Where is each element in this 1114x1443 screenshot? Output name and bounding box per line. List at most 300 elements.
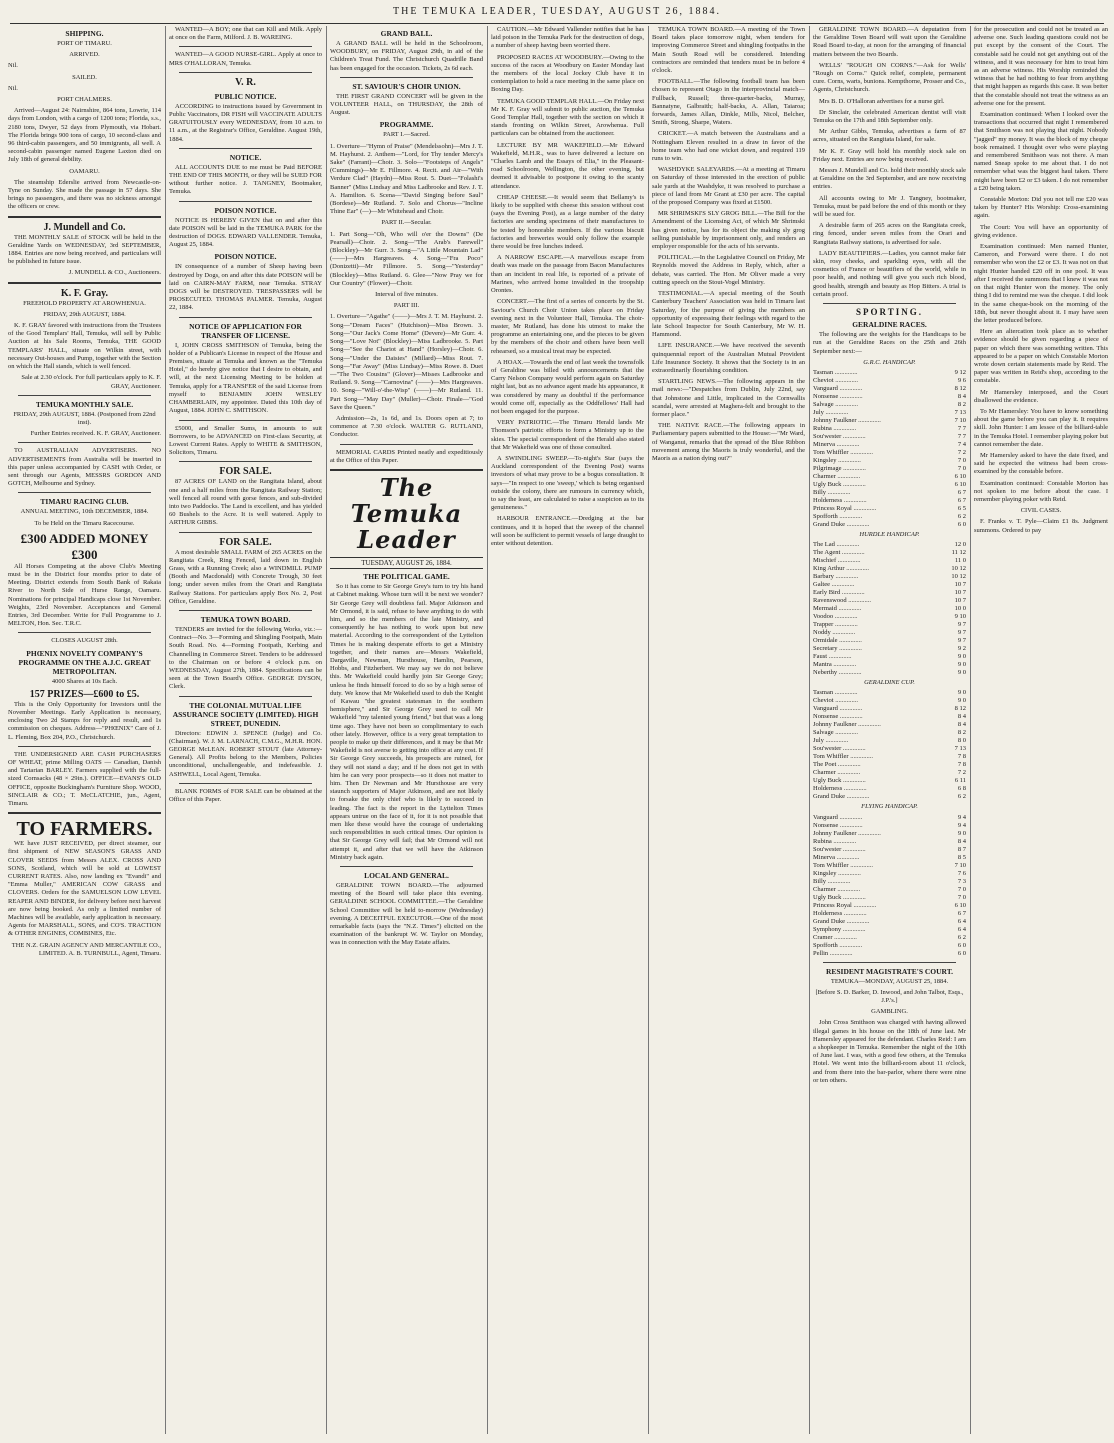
horse-weight: 6 0 xyxy=(957,949,966,957)
race-entry-row xyxy=(813,669,966,677)
horse-name: Ugly Buck .............. xyxy=(813,480,866,488)
race-entry-row xyxy=(813,385,966,393)
horse-weight: 8 2 xyxy=(957,400,966,408)
horse-weight: 6 0 xyxy=(957,520,966,528)
column-5 xyxy=(652,26,805,1434)
horse-weight: 8 12 xyxy=(954,384,966,392)
racing-meeting: ANNUAL MEETING, 10th DECEMBER, 1884. xyxy=(20,508,149,516)
poison-notice-1-text: NOTICE IS HEREBY GIVEN that on and after this date POISON will be laid in the TEMUKA PARK for the destruction of DOGS. EDWARD VALLENDER. Temuka, August 25, 1884. xyxy=(169,216,322,249)
horse-name: Ormidale .............. xyxy=(813,637,862,645)
paper-title: The Temuka Leader xyxy=(350,472,463,554)
ohalloran-item: Mrs B. D. O'Halloran advertises for a nurse girl. xyxy=(819,97,945,105)
horse-name: Minerva .............. xyxy=(813,853,860,861)
races-heading: GERALDINE RACES. xyxy=(852,320,927,330)
harbour-item: HARBOUR ENTRANCE.—Dredging at the bar continues, and it is hoped that the sweep of the channel will soon be sufficient to permit vessels of large draught to enter without detention. xyxy=(491,515,644,547)
horse-weight: 6 11 xyxy=(954,777,966,785)
column-6 xyxy=(813,26,966,1434)
beautifiers-item: LADY BEAUTIFIERS.—Ladies, you cannot make fair skin, rosy cheeks, and sparkling eyes, with all the cosmetics of France or beautifiers of the world, while in poor health, and nothing will give you such rich blood, good health, strength and beauty as Hop Bitters. A trial is certain proof. xyxy=(813,249,966,298)
horse-weight: 7 8 xyxy=(957,761,966,769)
monthly-text: Further Entries received. K. F. GRAY, Auctioneer. xyxy=(30,430,161,438)
horse-name: King Arthur .............. xyxy=(813,565,869,573)
poison-notice-1-heading: POISON NOTICE. xyxy=(214,205,277,215)
race-entry-row xyxy=(813,737,966,745)
phoenix-text: This is the Only Opportunity for Investors until the November Meetings. Early Application is necessary, enclosing Two 2d Stamps for reply and result, and 1s commission on cheques. Address—"PHŒNIX" Care of J. L. Fleming, Box 204, P.O., Christchurch. xyxy=(8,700,161,741)
race-entry-row xyxy=(813,465,966,473)
dr-sinclair-item: Dr Sinclair, the celebrated American dentist will visit Temuka on the 17th and 18th September only. xyxy=(813,108,966,125)
kf-sale: Sale at 2.30 o'clock. For full particulars apply to K. F. GRAY, Auctioneer. xyxy=(21,374,161,390)
horse-name: Johnny Faulkner .............. xyxy=(813,416,881,424)
horse-weight: 6 4 xyxy=(957,917,966,925)
hamersley-interposed: Mr Hamersley interposed, and the Court disallowed the evidence. xyxy=(974,388,1108,404)
cricket-item: CRICKET.—A match between the Australians and a Nottingham Eleven resulted in a draw in favor of the home team who had one wicket down, and required 119 runs to win. xyxy=(652,130,805,163)
part-1-items: 1. Overture—"Hymn of Praise" (Mendelssohn)—Mrs J. T. M. Hayhurst. 2. Anthem—"Lord, for Thy tender Mercy's Sake" (Farrant)—Choir. 3. Solo—"Footsteps of Angels" (Cummings)—Mr E. Fillmore. 4. Recit. and Air—"With Verdure Clad" (Haydn)—Miss Rout. 5. Duet—"Folashi's Banner" (Miss Lindsay and Miss Ladbrooke and Rev. J. T. A. Hamilton. 6. Scena—"David Singing before Saul" (Bordese)—Mr Rutland. 7. Solo and Chorus—"Incline Thine Ear" (—)—Mr Whitehead and Choir. xyxy=(330,142,483,216)
horse-weight: 8 4 xyxy=(957,721,966,729)
horse-weight: 7 7 xyxy=(957,432,966,440)
horse-name: Sou'wester .............. xyxy=(813,745,866,753)
horse-name: The Poet .............. xyxy=(813,761,861,769)
wanted-nurse: WANTED—A GOOD NURSE-GIRL. Apply at once to MRS O'HALLORAN, Temuka. xyxy=(169,51,322,67)
race-entry-row xyxy=(813,878,966,886)
horse-name: Spofforth .............. xyxy=(813,512,863,520)
race-entry-row xyxy=(813,557,966,565)
part-2-heading: PART II.—Secular. xyxy=(381,219,432,227)
horse-name: Tom Whiffler .............. xyxy=(813,448,873,456)
horse-name: Spofforth .............. xyxy=(813,941,863,949)
horse-weight: 9 0 xyxy=(957,829,966,837)
column-7 xyxy=(974,26,1108,1434)
kf-heading: K. F. Gray. xyxy=(60,287,109,299)
local-general-heading: LOCAL AND GENERAL. xyxy=(364,871,449,881)
race-entry-row xyxy=(813,449,966,457)
race-entry-row xyxy=(813,886,966,894)
horse-name: Holderness .............. xyxy=(813,785,867,793)
horse-name: Grand Duke .............. xyxy=(813,520,870,528)
horse-weight: 9 10 xyxy=(954,613,966,621)
race-entry-row xyxy=(813,521,966,529)
native-race-item: THE NATIVE RACE.—The following appears in Parliamentary papers submitted to the House:—"Mr Ward, of Wanganui, remarks that the spread of the Blue Ribbon movement among the Maoris is truly wonderful, and the Maoris as a nation dying out?" xyxy=(652,422,805,462)
horse-name: Pilgrimage .............. xyxy=(813,464,866,472)
grand-ball-heading: GRAND BALL. xyxy=(380,29,433,38)
kf-text: K. F. GRAY favored with instructions from the Trustees of the Good Templars' Hall, Temuka, will sell by Public Auction at his Sale Rooms, Temuka, THE GOOD TEMPLARS' HALL, situate on Wilkin street, with necessary Out-houses and Pump, together with the Section on which the Hall stands, which is well fenced. xyxy=(8,322,161,371)
race-entry-row xyxy=(813,581,966,589)
examination-text-2: Examination continued: Men named Hunter, Cameron, and Forward were there. I do not remember who won the £2 or £3. It was not on that night Hunter handed £20 off in one pool. It was after I received the summons that I knew it was not on that night Hunter won the money. The only thing I did to remind me was the cheque. I did look in the same cheque-book on the morning of the 18th, but never thought about it. I may have seen the letter produced before. xyxy=(974,243,1108,324)
horse-name: Tasman .............. xyxy=(813,689,858,697)
horse-name: Kingsley .............. xyxy=(813,456,861,464)
horse-name: Tom Whiffler .............. xyxy=(813,861,873,869)
horse-name: Princess Royal .............. xyxy=(813,504,877,512)
town-board-item: TEMUKA TOWN BOARD.—A meeting of the Town Board takes place tomorrow night, when tenders for improving Commerce Street and shingling footpaths in the Main South Road will be considered. Intending contractors are reminded that tenders must be in before 4 o'clock. xyxy=(652,26,805,75)
mundell-heading: J. Mundell and Co. xyxy=(43,221,126,233)
race-entry-row xyxy=(813,513,966,521)
race-entry-row xyxy=(813,441,966,449)
concert-notice: THE FIRST GRAND CONCERT will be given in the VOLUNTEER HALL, on THURSDAY, the 28th of August. xyxy=(330,92,483,117)
race-entry-row xyxy=(813,761,966,769)
horse-name: Holderness .............. xyxy=(813,909,867,917)
horse-weight: 7 10 xyxy=(954,416,966,424)
column-1 xyxy=(8,26,161,1434)
race-entry-row xyxy=(813,481,966,489)
testimonial-item: TESTIMONIAL.—A special meeting of the South Canterbury Teachers' Association was held in Timaru last Saturday, for the purpose of giving the members an opportunity of expressing their feelings with regard to the late School Inspector for South Canterbury, Mr W. H. Hammond. xyxy=(652,290,805,339)
column-3 xyxy=(330,26,483,1434)
column-2 xyxy=(169,26,322,1434)
horse-weight: 7 2 xyxy=(957,769,966,777)
political-game-text: So it has come to Sir George Grey's turn to try his hand at Cabinet making. Whose turn will it be next we wonder? Sir George Grey will doubtless fail. Major Atkinson and Mr Ormond, it is said, refuse to have anything to do with him, and so the members of the late Ministry, and consequently he has nothing to work upon but new material. According to the correspondent of the Lyttelton Times he is making desperate efforts to get a Ministry together, and their names are—Messrs Wakefield, Dargaville, Newman, Hursthouse, Hamlin, Pearson, Hobbs, and Fitzherbert. We may say we do not believe this. Mr Wakefield could hardly join Sir George Grey; unless he finds himself forced to do so by a high sense of duty. We know that Mr Wakefield used to dub the Knight of Kawau "the greatest statesman in the southern hemisphere," and Sir George Grey used to call Mr Wakefield "my talented young friend," but that was a long time ago. They have not been so complimentary to each other lately. However, office is a very great temptation to people to make up their differences, and it may be that Mr Wakefield is not averse to getting into office at any cost. If Sir George Grey succeeds, his prospects are ruined, for they will not stand a day; and if he does not get in with him he can very poor prospects—so it does not matter to him. Then Dr Newman and Mr Hursthouse are very staunch supporters of Major Atkinson, and are not likely to forsake the only chief who is likely to succeed in leading. The fact is the report in the Lyttelton Times appears untrue on the face of it, for it is not possible that men like these would have the courage of undertaking such responsibilities in such critical times. Our opinion is that Sir George Grey will fail; that Mr Ormond will not attempt it, and after that we will have the Atkinson Ministry back again. xyxy=(330,583,483,861)
phoenix-prizes: 157 PRIZES—£600 to £5. xyxy=(29,688,140,700)
race-entry-row xyxy=(813,854,966,862)
part-3-heading: PART III. xyxy=(393,302,420,310)
horse-weight: 10 12 xyxy=(951,565,966,573)
race-entry-row xyxy=(813,814,966,822)
race-entry-row xyxy=(813,597,966,605)
horse-weight: 10 7 xyxy=(954,597,966,605)
horse-name: Early Bird .............. xyxy=(813,589,865,597)
horse-weight: 9 7 xyxy=(957,621,966,629)
horse-name: Salvage .............. xyxy=(813,400,858,408)
australian-notice: TO AUSTRALIAN ADVERTISERS. NO ADVERTISEMENTS from Australia will be inserted in this paper unless accompanied by CASH with Order, or sent through our Agents, MESSRS GORDON AND GOTCH, Melbourne and Sydney. xyxy=(8,447,161,488)
horse-weight: 8 4 xyxy=(957,713,966,721)
horse-name: The Agent .............. xyxy=(813,549,865,557)
horse-name: Johnny Faulkner .............. xyxy=(813,721,881,729)
interval-note: Interval of five minutes. xyxy=(375,291,438,299)
horse-name: Mermaid .............. xyxy=(813,605,862,613)
horse-weight: 6 2 xyxy=(957,512,966,520)
horse-name: Ugly Buck .............. xyxy=(813,777,866,785)
freehold-heading: FREEHOLD PROPERTY AT AROWHENUA. xyxy=(23,299,146,307)
race-entry-row xyxy=(813,573,966,581)
sporting-heading: SPORTING. xyxy=(856,307,923,318)
horse-name: Secretary .............. xyxy=(813,645,862,653)
for-sale-1-text: 87 ACRES OF LAND on the Rangitata Island, about one and a half miles from the Rangitata Railway Station; well fenced all round with gorse fences, and sub-divided into two Paddocks. The Land is excellent, and has yielded 60 Bushels to the Acre. It is well watered. Apply to ARTHUR GIBBS. xyxy=(169,478,322,527)
kf-gray-item: Mr K. F. Gray will hold his monthly stock sale on Friday next. Entries are now being received. xyxy=(813,147,966,163)
life-insurance-item: LIFE INSURANCE.—We have received the seventh quinquennial report of the Australian Mutual Provident Life Insurance Society. It shows that the Society is in an extraordinarily flourishing condition. xyxy=(652,342,805,374)
race-entry-row xyxy=(813,637,966,645)
race-entry-row xyxy=(813,457,966,465)
admission-text: Admission—2s, 1s 6d, and 1s. Doors open at 7; to commence at 7.30 o'clock. WALTER G. RUTLAND, Conductor. xyxy=(330,414,483,439)
horse-weight: 7 0 xyxy=(957,885,966,893)
horse-weight: 9 4 xyxy=(957,813,966,821)
horse-name: Neberthy .............. xyxy=(813,669,862,677)
civil-cases-heading: CIVIL CASES. xyxy=(1020,507,1062,515)
horse-weight: 7 3 xyxy=(957,877,966,885)
closes-label: CLOSES AUGUST 28th. xyxy=(51,637,118,645)
racing-heading: TIMARU RACING CLUB. xyxy=(40,497,129,507)
horse-weight: 9 7 xyxy=(957,637,966,645)
hoax-item: A HOAX.—Towards the end of last week the townsfolk of Geraldine was billed with announcements that the Carry Nelson Company would perform again on Saturday night last, but as no advance agent made his appearance, it was considered by many as doubtful if the performance would come off, especially as the Oddfellows' Hall had not been engaged for the purpose. xyxy=(491,358,644,415)
horse-name: Nonsense .............. xyxy=(813,392,863,400)
cup-heading: GERALDINE CUP. xyxy=(864,679,915,687)
horse-weight: 7 0 xyxy=(957,893,966,901)
town-board-text: TENDERS are invited for the following Works, viz.:— Contract—No. 3—Forming and Shingling Footpath, Main South Road. No. 4—Forming Footpath, Kerbing and Channelling in Commerce Street. Tenders to be addressed to the Chairman on or before 4 o'clock p.m. on WEDNESDAY, August 27th, 1884. Specifications can be seen at the Town Board's Office. GEORGE DYSON, Clerk. xyxy=(169,625,322,691)
shipping-heading: SHIPPING. xyxy=(65,29,104,38)
horse-weight: 6 10 xyxy=(954,480,966,488)
templar-hall-item: TEMUKA GOOD TEMPLAR HALL.—On Friday next Mr K. F. Gray will submit to public auction, the Temuka Good Templar Hall, together with the section on which it stands fronting on Wilkin Street, Arowhenua. Full particulars can be obtained from the auctioneer. xyxy=(491,97,644,138)
sweep-item: A SWINDLING SWEEP.—To-night's Star (says the Auckland correspondent of the Evening Post) warns investors of what may prove to be a bogus consultation. It says—"In respect to one 'sweep,' which is being organised outside the colony, there are rumours in currency which, to say the least, are calculated to raise a suspicion as to its genuineness." xyxy=(491,454,644,512)
race-entry-row xyxy=(813,589,966,597)
gambling-heading: GAMBLING. xyxy=(871,1008,908,1016)
horse-name: Billy .............. xyxy=(813,488,851,496)
horse-name: Nonsense .............. xyxy=(813,821,863,829)
horse-weight: 6 7 xyxy=(957,488,966,496)
tangney-item: All accounts owing to Mr J. Tangney, bootmaker, Temuka, must be paid before the end of this month or they will be sued for. xyxy=(813,194,966,219)
horse-weight: 7 6 xyxy=(957,869,966,877)
race-entry-row xyxy=(813,793,966,801)
horse-weight: 9 0 xyxy=(957,653,966,661)
concert-item: CONCERT.—The first of a series of concerts by the St. Saviour's Church Choir Union takes place on Friday evening next in the Volunteer Hall, Temuka. The choir-master, Mr Rutland, has done his utmost to make the programme an entertaining one, and the pieces to be given by the members of the choir and others have been well rehearsed, so a musical treat may be expected. xyxy=(491,298,644,355)
horse-name: Charmer .............. xyxy=(813,769,861,777)
horse-weight: 6 7 xyxy=(957,496,966,504)
race-entry-row xyxy=(813,918,966,926)
court-remark: The Court: You will have an opportunity of giving evidence. xyxy=(974,223,1108,239)
horse-weight: 7 7 xyxy=(957,424,966,432)
horse-name: Cheviot .............. xyxy=(813,376,858,384)
race-entry-row xyxy=(813,661,966,669)
phoenix-shares: 4000 Shares at 10s Each. xyxy=(51,677,118,685)
horse-weight: 10 12 xyxy=(951,573,966,581)
poison-notice-2-text: IN consequence of a number of Sheep having been destroyed by Dogs, on and after this date POISON will be laid on CAIRN-MAY FARM, near Temuka. STRAY DOGS will be DESTROYED. TRESPASSERS will be PROSECUTED. THOMAS PALMER. Temuka, August 22, 1884. xyxy=(169,263,322,312)
horse-weight: 7 13 xyxy=(954,745,966,753)
civil-cases-text: F. Franks v. T. Pyle—Claim £1 8s. Judgment summons. Ordered to pay xyxy=(974,518,1108,534)
friday-date: FRIDAY, 29th AUGUST, 1884. xyxy=(43,310,126,318)
race-entry-row xyxy=(813,846,966,854)
colonial-heading: THE COLONIAL MUTUAL LIFE ASSURANCE SOCIETY (LIMITED). HIGH STREET, DUNEDIN. xyxy=(172,700,319,728)
oamaru-text: The steamship Ederslie arrived from Newcastle-on-Tyne on Sunday. She made the passage in 57 days. She brings no passengers, and there was no sickness amongst the officers or crew. xyxy=(8,178,161,211)
racing-held: To be Held on the Timaru Racecourse. xyxy=(34,519,135,527)
race-entry-row xyxy=(813,894,966,902)
horse-name: Pellin .............. xyxy=(813,949,853,957)
examination-text: Examination continued: When I looked over the transactions that occurred that night I remembered that Smithson was not playing that night. Nobody "jagged" my money. It was the block of my cheque book remained. I thought over who were playing and remembered Smithson was not there. A man named Sneap spoke to me about that. I do not remember what was the biggest haul taken. There might have been £2 or £3 taken. I do not remember a £20 being taken. xyxy=(974,111,1108,192)
race-entry-row xyxy=(813,393,966,401)
horse-weight: 7 13 xyxy=(954,408,966,416)
horse-weight: 9 4 xyxy=(957,821,966,829)
part-2-items: 1. Part Song—"Oh, Who will o'er the Downs" (De Pearsall)—Choir. 2. Song—"The Arab's Farewell" (Blockley)—Mr Gurr. 3. Song—"A Little Mountain Lad" (——)—Mrs Hargreaves. 4. Song—"Fra Poco" (Donizetti)—Mr Fillmore. 5. Song—"Yesterday" (Blockley)—Miss Rutland. 6. Glee—"Now Pray we for Our Country" (Flower)—Choir. xyxy=(330,230,483,287)
horse-name: Noddy .............. xyxy=(813,629,856,637)
race-entry-row xyxy=(813,950,966,958)
horse-weight: 11 0 xyxy=(954,557,966,565)
paper-date: TUESDAY, AUGUST 26, 1884. xyxy=(330,557,483,569)
for-sale-2-text: A most desirable SMALL FARM of 265 ACRES on the Rangitata Creek, Ring Fenced, laid down in English Grass, with a Running Creek; also a WINDMILL PUMP (Booth and Macdonald) with Concrete Trough, 30 feet long; under seven miles from the Orari and Rangitata Railway Stations. For particulars apply Box No. 2, Post Office, Geraldine. xyxy=(169,548,322,605)
horse-name: The Lad .............. xyxy=(813,541,860,549)
local-general-text: GERALDINE TOWN BOARD.—The adjourned meeting of the Board will take place this evening. GERALDINE SCHOOL COMMITTEE.—The Geraldine School Committee will be held to-morrow (Wednesday) evening. A DECEITFUL EXECUTOR.—One of the most remarkable facts (says the "N.Z. Times") elicited on the examination of the bankrupt W. W. Taylor on Monday, was in connection with the May Estate affairs. xyxy=(330,882,483,947)
horse-name: Galtee .............. xyxy=(813,581,855,589)
horse-weight: 8 4 xyxy=(957,837,966,845)
horse-name: Tom Whiffler .............. xyxy=(813,753,873,761)
race-entry-row xyxy=(813,689,966,697)
court-continued: for the prosecution and could not be treated as an adverse one. Such leading questions could not be put except by the consent of the Court. The constable said he could not get anything out of the witness, and it was necessary for him to treat him as an adverse witness. His Worship reminded the witness that he had nothing to fear from anything that might happen as regards this case. It was better that the constable should not treat the witness as an adverse one for the present. xyxy=(974,26,1108,107)
horse-weight: 9 0 xyxy=(957,661,966,669)
horse-name: Symphony .............. xyxy=(813,925,866,933)
horse-weight: 7 2 xyxy=(957,448,966,456)
race-entry-row xyxy=(813,705,966,713)
horse-name: Salvage .............. xyxy=(813,729,858,737)
wells-item: WELLS' "ROUGH ON CORNS."—Ask for Wells' "Rough on Corns." Quick relief, complete, permanent cure. Corns, warts, bunions. Kempthorne, Prosser and Co., Agents, Christchurch. xyxy=(813,61,966,94)
horse-weight: 8 2 xyxy=(957,729,966,737)
farm-item: A desirable farm of 265 acres on the Rangitata creek, ring fenced, under seven miles from the Orari and Rangitata Railway stations, is advertised for sale. xyxy=(813,222,966,246)
race-entry-row xyxy=(813,489,966,497)
race-entry-row xyxy=(813,745,966,753)
ggc-table xyxy=(813,369,966,529)
vr-heading: V. R. xyxy=(235,76,256,88)
horse-weight: 6 7 xyxy=(957,909,966,917)
race-entry-row xyxy=(813,621,966,629)
chalmers-text: Arrived—August 24: Nairnshire, 864 tons, Lowrie, 114 days from London, with a cargo of 1200 tons; Florida, s.s., 2180 tons, Dwyer, 52 days from Plymouth, via Hobart. The Florida brings 900 tons of cargo, 10 second-class and 96 third-cabin passengers, and 50 immigrants, all well. A second-cabin passenger named Eugene Laxton died on July 18th of general debility. xyxy=(8,107,161,164)
programme-heading: PROGRAMME. xyxy=(379,120,434,130)
race-entry-row xyxy=(813,425,966,433)
race-entry-row xyxy=(813,433,966,441)
oamaru-heading: OAMARU. xyxy=(69,167,100,175)
startling-news-item: STARTLING NEWS.—The following appears in the mail news:—"Despatches from Dublin, July 22nd, say that Johnstone and Little, implicated in the Cornwallis scandal, were arrested at Maghera-felt and brought to the former place." xyxy=(652,378,805,418)
part-3-items: 1. Overture—"Agathe" (——)—Mrs J. T. M. Hayhurst. 2. Song—"Dream Faces" (Hutchison)—Miss Brown. 3. Song—"Our Jack's Come Home" (Devere)—Mr Gurr. 4. Song—"Love Not" (Blockley)—Miss Ladbrooke. 5. Part Song—"See the Chariot at Hand" (Horsley)—Choir. 6. Song—"Under the Daisies" (Millard)—Miss Rout. 7. Song—"Far Away" (Miss Lindsay)—Miss Rowe. 8. Duet—"The Two Cousins" (Glover)—Misses Ladbrooke and Rutland. 9. Song—"Carnovina" (——)—Mrs Hargreaves. 10. Song—"Will-o'-the-Wisp" (——)—Mr Rutland. 11. Part Song—"May Day" (Muller)—Choir. Finale—"God Save the Queen." xyxy=(330,313,483,411)
lecture-item: LECTURE BY MR WAKEFIELD.—Mr Edward Wakefield, M.H.R., was to have delivered a lecture on "Charles Lamb and the Essays of Elia," in the Pleasant-road Schoolroom, Wellington, the other evening, but deemed it advisable to postpone it owing to the scanty attendance. xyxy=(491,141,644,190)
horse-weight: 9 0 xyxy=(957,697,966,705)
column-4 xyxy=(491,26,644,1434)
horse-name: Tasman .............. xyxy=(813,368,858,376)
race-entry-row xyxy=(813,838,966,846)
horse-name: Cheviot .............. xyxy=(813,697,858,705)
sailed-nil: Nil. xyxy=(8,84,18,92)
colonial-text: Directors: EDWIN J. SPENCE (Judge) and Co. (Chairman). W. J. M. LARNACH, C.M.G., M.H.R. HON. GEORGE McLEAN. ROBERT STOUT (late Attorney-General). All Profits belong to the Members, Policies unconditional, unchallengeable, and indefeasible. J. ASHWELL, Local Agent, Temuka. xyxy=(169,729,322,778)
town-board-heading: TEMUKA TOWN BOARD. xyxy=(200,614,291,624)
horse-weight: 7 4 xyxy=(957,440,966,448)
race-entry-row xyxy=(813,777,966,785)
chalmers-heading: PORT CHALMERS. xyxy=(57,96,112,104)
horse-name: Charmer .............. xyxy=(813,472,861,480)
horse-weight: 9 6 xyxy=(957,376,966,384)
horse-weight: 11 12 xyxy=(951,549,966,557)
horse-weight: 10 7 xyxy=(954,589,966,597)
race-entry-row xyxy=(813,409,966,417)
race-entry-row xyxy=(813,541,966,549)
mundell-text: THE MONTHLY SALE of STOCK will be held in the Geraldine Yards on WEDNESDAY, 3rd SEPTEMBER, 1884. Entries are now being received, and particulars will be published in future issue. xyxy=(8,233,161,266)
added-money: £300 ADDED MONEY £300 xyxy=(20,530,149,562)
blank-forms-notice: BLANK FORMS of FOR SALE can be obtained at the Office of this Paper. xyxy=(169,787,322,803)
gaming-altercation: Here an altercation took place as to whether evidence should be given regarding a piece of paper on which there was something written. This appeared to be a paper on which Constable Morton wrote down certain statements made by Reid. The paper was written in Reid's shop, according to the constable. xyxy=(974,328,1108,385)
horse-name: Vanguard .............. xyxy=(813,384,863,392)
farmers-signature: THE N.Z. GRAIN AGENCY AND MERCANTILE CO., LIMITED. A. B. TURNBULL, Agent, Timaru. xyxy=(11,941,161,957)
horse-name: Princess Royal .............. xyxy=(813,901,877,909)
horse-name: Mantra .............. xyxy=(813,661,857,669)
court-bench: [Before S. D. Barker, D. Inwood, and John Talbot, Esqs., J.P.'s.] xyxy=(815,988,964,1004)
horse-weight: 9 2 xyxy=(957,645,966,653)
for-sale-1-heading: FOR SALE. xyxy=(219,466,272,478)
part-1-heading: PART I.—Sacred. xyxy=(383,131,430,139)
sailed-label: SAILED. xyxy=(72,73,97,81)
horse-weight: 12 0 xyxy=(954,541,966,549)
poison-notice-2-heading: POISON NOTICE. xyxy=(214,252,277,262)
monthly-heading: TEMUKA MONTHLY SALE. xyxy=(35,399,134,409)
horse-name: Kingsley .............. xyxy=(813,869,861,877)
race-entry-row xyxy=(813,645,966,653)
hunter-evidence: To Mr Hamersley: You have to know something about the game before you can play it. It requires skill. John Hunter: I am lessee of the billiard-table in the Temuka Hotel. I remember playing poker but cannot remember the date. xyxy=(974,407,1108,448)
memorial-cards: MEMORIAL CARDS Printed neatly and expeditiously at the Office of this Paper. xyxy=(330,448,483,464)
race-entry-row xyxy=(813,417,966,425)
race-entry-row xyxy=(813,729,966,737)
horse-weight: 8 5 xyxy=(957,853,966,861)
race-entry-row xyxy=(813,822,966,830)
horse-name: Sou'wester .............. xyxy=(813,845,866,853)
horse-weight: 9 7 xyxy=(957,629,966,637)
woodbury-races-item: PROPOSED RACES AT WOODBURY.—Owing to the success of the races at Woodbury on Easter Monday last the members of the local Jockey Club have it in contemplation to hold a race meeting in the same place on Boxing Day. xyxy=(491,53,644,94)
horse-name: Johnny Faulkner .............. xyxy=(813,829,881,837)
horse-name: Grand Duke .............. xyxy=(813,793,870,801)
hurdle-heading: HURDLE HANDICAP. xyxy=(859,530,920,538)
horse-name: Rubina .............. xyxy=(813,424,857,432)
horse-weight: 6 8 xyxy=(957,785,966,793)
race-entry-row xyxy=(813,505,966,513)
horse-name: Cramer .............. xyxy=(813,933,857,941)
objection-text: Mr Hamersley asked to have the date fixed, and said he expected the witness had been cross-examined by the constable before. xyxy=(974,451,1108,476)
public-notice-heading: PUBLIC NOTICE. xyxy=(214,91,277,101)
sly-grog-item: MR SHRIMSKI'S SLY GROG BILL.—The Bill for the Amendment of the Licensing Act, of which Mr Shrimski has given notice, has for its object the making sly grog selling punishable by imprisonment only, and renders an employer responsible for the acts of his servants. xyxy=(652,210,805,251)
race-entry-row xyxy=(813,369,966,377)
horse-weight: 10 7 xyxy=(954,581,966,589)
horse-weight: 9 0 xyxy=(957,669,966,677)
horse-weight: 8 7 xyxy=(957,845,966,853)
horse-name: Charmer .............. xyxy=(813,885,861,893)
court-text: John Cross Smithson was charged with having allowed illegal games in his house on the 18th of June last. Mr Hamersley appeared for the defendant. Charles Reid: I am a shopkeeper in Temuka. Remember the night of the 10th of June last. I was, with a good few others, at the Temuka Hotel. We went into the billiard-room about 11 o'clock, and from there into the bar-parlor, where there were nine or ten others. xyxy=(813,1019,966,1084)
race-entry-row xyxy=(813,549,966,557)
race-entry-row xyxy=(813,910,966,918)
horse-weight: 7 8 xyxy=(957,753,966,761)
flying-table xyxy=(813,814,966,958)
horse-name: Nonsense .............. xyxy=(813,713,863,721)
horse-name: Vanguard .............. xyxy=(813,813,863,821)
vaccination-text: ACCORDING to instructions issued by Government in Public Vaccinators, DR FISH will VACCINATE ADULTS GRATUITOUSLY every WEDNESDAY, from 10 a.m. to 11 a.m., at the Registrar's Office, Geraldine. August 19th, 1884. xyxy=(169,102,322,143)
horse-weight: 7 0 xyxy=(957,456,966,464)
port-heading: PORT OF TIMARU. xyxy=(57,40,112,47)
gibbs-item: Mr Arthur Gibbs, Temuka, advertises a farm of 87 acres, situated on the Rangitata Island, for sale. xyxy=(813,128,966,144)
licence-text: I, JOHN CROSS SMITHSON of Temuka, being the holder of a Publican's License in respect of the House and Premises, situate at Temuka and known as the "Temuka Hotel," do hereby give notice that I desire to obtain, and will, at the next Licensing Meeting to be holden at Temuka, apply for a TRANSFER of the said License from myself to BENJAMIN JOHN WESLEY CHAMBERLAIN, my appointee. Dated this 10th day of August, 1884. JOHN C. SMITHSON. xyxy=(169,341,322,415)
race-entry-row xyxy=(813,769,966,777)
horse-name: Faust .............. xyxy=(813,653,852,661)
horse-name: Billy .............. xyxy=(813,877,851,885)
arrived-label: ARRIVED. xyxy=(69,51,100,59)
farmers-heading: TO FARMERS. xyxy=(16,818,153,841)
race-entry-row xyxy=(813,713,966,721)
flying-heading: FLYING HANDICAP. xyxy=(861,803,918,811)
wanted-boy: WANTED—A BOY; one that can Kill and Milk. Apply at once on the Farm, Milford. J. B. WAREING. xyxy=(169,26,322,42)
football-item: FOOTBALL.—The following football team has been chosen to represent Otago in the interprovincial match—Fullback, Russell; three-quarter-backs, Murray, Bannatyne, Galbraith; half-backs, A. Allan, Taiaroa; forwards, James Allan, Dinkle, Mills, Nicol, Belcher, Smith, Strong, Sharpe, Waters. xyxy=(652,78,805,127)
horse-name: Ugly Buck .............. xyxy=(813,893,866,901)
horse-weight: 6 2 xyxy=(957,933,966,941)
race-entry-row xyxy=(813,653,966,661)
horse-name: Sou'wester .............. xyxy=(813,432,866,440)
race-entry-row xyxy=(813,785,966,793)
mundell-item: Messrs J. Mundell and Co. hold their monthly stock sale at Geraldine on the 3rd September, and are now receiving entries. xyxy=(813,167,966,191)
horse-weight: 9 12 xyxy=(954,368,966,376)
race-entry-row xyxy=(813,942,966,950)
race-entry-row xyxy=(813,377,966,385)
race-entry-row xyxy=(813,902,966,910)
farmers-text: WE have JUST RECEIVED, per direct steamer, our first shipment of NEW SEASON'S GRASS AND CLOVER SEEDS from Messrs ALEX. CROSS AND SONS, Scotland, which will be sold at LOWEST CURRENT RATES. Also, now landing ex "Evandi" and "Emma Muller," AMERICAN COW GRASS and CLOVERS. Orders for the SAMUELSON LOW LEVEL REAPER AND BINDER, for delivery before next harvest are now being booked. As only a limited number of Machines will be available, early application is necessary. Agents for MARSHALL, SONS, and CO'S. TRACTION & OTHER ENGINES, COMBINES, Etc. xyxy=(8,840,161,938)
horse-weight: 7 10 xyxy=(954,861,966,869)
race-entry-row xyxy=(813,473,966,481)
race-entry-row xyxy=(813,926,966,934)
horse-name: Minerva .............. xyxy=(813,440,860,448)
horse-weight: 8 12 xyxy=(954,705,966,713)
cheese-item: CHEAP CHEESE.—It would seem that Bellamy's is likely to be supplied with cheese this session without cost (says the Evening Post), as a large number of the dairy factories are sending specimens of their manufactures to be tested by honorable members. If the various biscuit factories and breweries would only follow the example there would be free lunches indeed. xyxy=(491,193,644,251)
races-intro: The following are the weights for the Handicaps to be run at the Geraldine Races on the 25th and 26th September next:— xyxy=(813,331,966,355)
mundell-signature: J. MUNDELL & CO., Auctioneers. xyxy=(68,269,161,277)
undersigned-notice: THE UNDERSIGNED ARE CASH PURCHASERS OF WHEAT, prime Milling OATS — Canadian, Danish and Tartarian BARLEY. Farmers supplied with the full-sized Cornsacks (48 × 29in.). OFFICE—EVANS'S OLD OFFICE, opposite Buckingham's Furniture Shop. WOOD, SINCLAIR & CO.; T. McCLATCHIE, jun., Agent, Timaru. xyxy=(8,750,161,807)
horse-weight: 6 10 xyxy=(954,901,966,909)
cup-table xyxy=(813,689,966,801)
for-sale-2-heading: FOR SALE. xyxy=(219,536,272,548)
resident-court-heading: RESIDENT MAGISTRATE'S COURT. xyxy=(825,966,954,976)
race-entry-row xyxy=(813,613,966,621)
grand-ball-text: A GRAND BALL will be held in the Schoolroom, WOODBURY, on FRIDAY, August 29th, in aid of the Children's Treat Fund. The Christchurch Quadrille Band has been engaged for the occasion. Tickets, 2s 6d each. xyxy=(330,40,483,72)
horse-weight: 6 0 xyxy=(957,941,966,949)
horse-name: Holderness .............. xyxy=(813,496,867,504)
